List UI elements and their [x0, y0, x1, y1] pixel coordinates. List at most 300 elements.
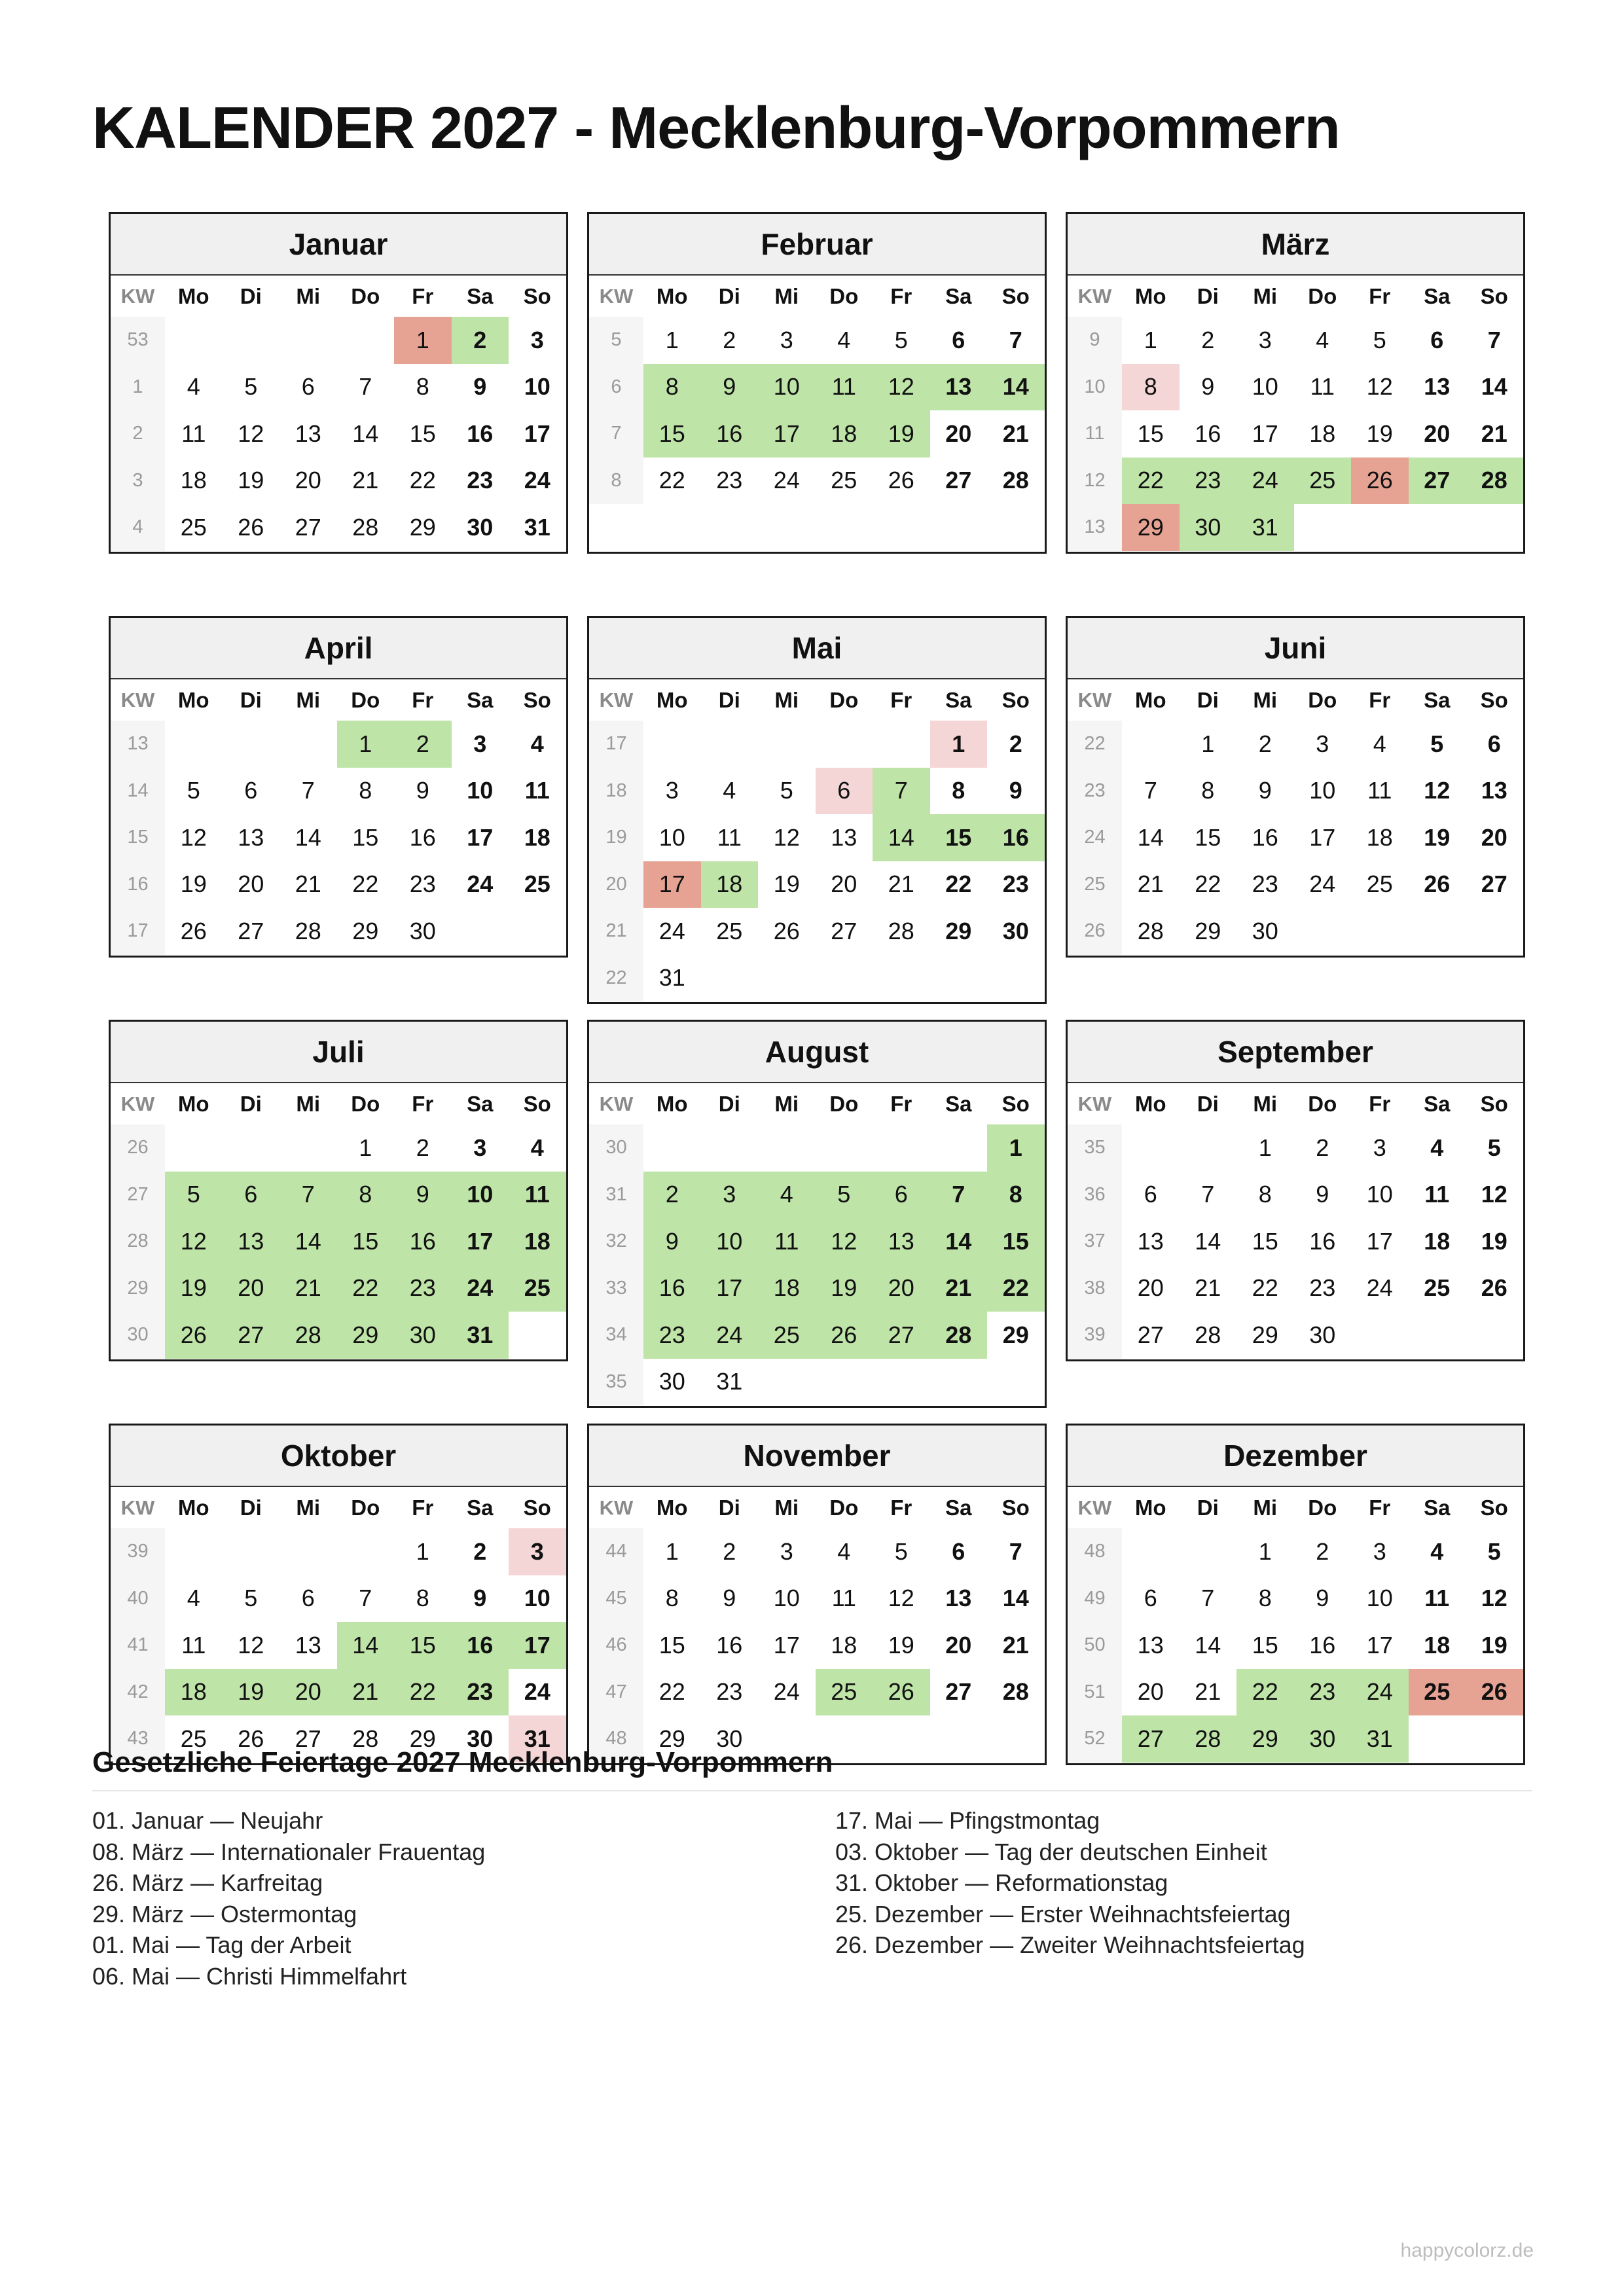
day-cell: 23	[409, 870, 436, 898]
day-cell: 14	[352, 420, 379, 447]
month-6	[109, 1020, 568, 1361]
holiday-item: 26. Dezember — Zweiter Weihnachtsfeiertag	[835, 1931, 1305, 1959]
day-cell: 17	[773, 1631, 800, 1659]
day-cell: 13	[930, 364, 988, 411]
day-cell: 4	[530, 730, 544, 757]
week-row	[1068, 1669, 1523, 1716]
empty-cell	[701, 955, 759, 1002]
month-title: November	[589, 1426, 1045, 1487]
weekday-header: Mo	[177, 283, 209, 308]
day-cell: 25	[524, 870, 550, 898]
week-row	[589, 1359, 1045, 1406]
day-cell: 5	[816, 1172, 873, 1219]
day-cell: 4	[1316, 326, 1329, 353]
weekday-header-row	[1068, 679, 1523, 721]
empty-cell	[930, 955, 988, 1002]
day-cell: 25	[180, 1725, 207, 1752]
empty-cell	[873, 1359, 930, 1406]
day-cell: 19	[888, 1631, 914, 1659]
week-number: 6	[589, 364, 643, 411]
day-cell: 15	[987, 1218, 1045, 1265]
day-cell: 10	[524, 1585, 550, 1612]
day-cell: 31	[452, 1312, 509, 1359]
day-cell: 27	[1481, 870, 1507, 898]
week-row	[1068, 814, 1523, 861]
day-cell: 30	[467, 513, 494, 541]
day-cell: 8	[1258, 1585, 1272, 1612]
day-cell: 12	[1424, 777, 1451, 804]
week-number: 29	[111, 1265, 165, 1312]
day-cell: 7	[280, 1172, 337, 1219]
day-cell: 30	[1180, 504, 1237, 551]
week-row	[111, 1312, 566, 1359]
week-row	[589, 861, 1045, 908]
week-row	[1068, 410, 1523, 457]
day-cell: 1	[1201, 730, 1215, 757]
day-cell: 9	[1201, 373, 1215, 401]
day-cell: 13	[295, 420, 321, 447]
day-cell: 16	[1252, 823, 1278, 851]
weekday-header: Mo	[1134, 283, 1166, 308]
week-row	[589, 457, 1045, 505]
day-cell: 10	[524, 373, 550, 401]
day-cell: 9	[643, 1218, 701, 1265]
day-cell: 18	[1424, 1631, 1451, 1659]
week-row	[111, 1124, 566, 1172]
day-cell: 12	[1481, 1585, 1507, 1612]
day-cell: 11	[816, 364, 873, 411]
day-cell: 15	[1137, 420, 1164, 447]
day-cell: 7	[359, 373, 372, 401]
weekday-header: Mi	[774, 1091, 799, 1116]
kw-header: KW	[1077, 1092, 1112, 1115]
day-cell: 5	[780, 777, 793, 804]
empty-cell	[1180, 1528, 1237, 1575]
day-cell: 22	[394, 1669, 452, 1716]
day-cell: 14	[1195, 1227, 1221, 1255]
day-cell: 13	[1481, 777, 1507, 804]
day-cell: 31	[659, 964, 685, 992]
weekday-header: Do	[351, 283, 380, 308]
day-cell: 22	[1236, 1669, 1294, 1716]
week-row	[1068, 768, 1523, 815]
day-cell: 15	[409, 420, 436, 447]
week-row	[111, 1622, 566, 1669]
day-cell: 25	[1409, 1669, 1466, 1716]
day-cell: 26	[238, 513, 264, 541]
day-cell: 21	[352, 467, 379, 494]
day-cell: 12	[238, 1631, 264, 1659]
week-number: 49	[1068, 1575, 1122, 1623]
day-cell: 7	[359, 1585, 372, 1612]
day-cell: 11	[831, 1585, 856, 1612]
day-cell: 3	[701, 1172, 759, 1219]
day-cell: 10	[1252, 373, 1278, 401]
day-cell: 3	[1373, 1537, 1386, 1565]
day-cell: 29	[409, 513, 436, 541]
day-cell: 4	[758, 1172, 816, 1219]
empty-cell	[1466, 908, 1523, 955]
week-number: 13	[1068, 504, 1122, 551]
day-cell: 1	[1258, 1537, 1272, 1565]
day-cell: 2	[394, 721, 452, 768]
day-cell: 29	[409, 1725, 436, 1752]
day-cell: 29	[945, 917, 972, 944]
day-cell: 1	[665, 1537, 679, 1565]
week-row	[589, 1312, 1045, 1359]
day-cell: 11	[1424, 1585, 1450, 1612]
day-cell: 16	[643, 1265, 701, 1312]
week-number: 31	[589, 1172, 643, 1219]
day-cell: 9	[394, 1172, 452, 1219]
week-row	[111, 1575, 566, 1623]
day-cell: 12	[165, 1218, 223, 1265]
day-cell: 27	[873, 1312, 930, 1359]
week-number: 32	[589, 1218, 643, 1265]
day-cell: 3	[530, 326, 544, 353]
day-cell: 13	[1424, 373, 1451, 401]
day-cell: 16	[701, 410, 759, 457]
day-cell: 3	[473, 1134, 487, 1161]
day-cell: 4	[1430, 1134, 1444, 1161]
kw-header: KW	[1077, 1496, 1112, 1519]
day-cell: 7	[301, 777, 315, 804]
weekday-header: Sa	[945, 283, 972, 308]
empty-cell	[1409, 908, 1466, 955]
week-number: 46	[589, 1622, 643, 1669]
day-cell: 27	[945, 1678, 972, 1706]
day-cell: 14	[295, 823, 321, 851]
month-0	[109, 212, 568, 554]
day-cell: 29	[1002, 1321, 1029, 1348]
day-cell: 27	[238, 917, 264, 944]
week-row	[589, 814, 1045, 861]
day-cell: 12	[180, 823, 207, 851]
weekday-header: Di	[240, 1091, 262, 1116]
day-cell: 4	[187, 373, 200, 401]
month-title: Oktober	[111, 1426, 566, 1487]
empty-cell	[701, 1124, 759, 1172]
weekday-header: Fr	[412, 1091, 434, 1116]
week-row	[1068, 1312, 1523, 1359]
weekday-header-row	[589, 679, 1045, 721]
day-cell: 30	[1002, 917, 1029, 944]
weekday-header: Sa	[467, 687, 494, 712]
week-number: 1	[111, 364, 165, 411]
weekday-header: Mo	[656, 283, 688, 308]
day-cell: 8	[337, 1172, 395, 1219]
day-cell: 18	[816, 410, 873, 457]
day-cell: 15	[643, 410, 701, 457]
day-cell: 28	[888, 917, 914, 944]
day-cell: 7	[1201, 1181, 1215, 1208]
day-cell: 24	[524, 1678, 550, 1706]
day-cell: 23	[467, 467, 494, 494]
day-cell: 5	[894, 1537, 908, 1565]
weekday-header: Mi	[296, 1091, 321, 1116]
day-cell: 8	[952, 777, 965, 804]
day-cell: 14	[1002, 1585, 1029, 1612]
day-cell: 8	[987, 1172, 1045, 1219]
day-cell: 19	[873, 410, 930, 457]
month-5	[1066, 616, 1525, 958]
month-title: Juni	[1068, 618, 1523, 679]
week-row	[589, 908, 1045, 955]
day-cell: 20	[873, 1265, 930, 1312]
day-cell: 15	[1252, 1227, 1278, 1255]
day-cell: 11	[181, 1631, 206, 1659]
day-cell: 21	[1481, 420, 1507, 447]
week-number: 10	[1068, 364, 1122, 411]
day-cell: 14	[1195, 1631, 1221, 1659]
day-cell: 13	[238, 823, 264, 851]
day-cell: 6	[873, 1172, 930, 1219]
day-cell: 20	[1424, 420, 1451, 447]
day-cell: 24	[452, 1265, 509, 1312]
empty-cell	[509, 1312, 566, 1359]
empty-cell	[873, 721, 930, 768]
kw-header: KW	[120, 1496, 155, 1519]
day-cell: 25	[816, 1669, 873, 1716]
weekday-header: Fr	[890, 1495, 912, 1520]
day-cell: 21	[1195, 1274, 1221, 1302]
week-number: 13	[111, 721, 165, 768]
month-title: Januar	[111, 214, 566, 276]
empty-cell	[165, 1528, 223, 1575]
weekday-header: Mo	[177, 1495, 209, 1520]
weekday-header: Do	[1308, 1091, 1337, 1116]
day-cell: 4	[723, 777, 736, 804]
weekday-header: So	[523, 687, 551, 712]
day-cell: 8	[1258, 1181, 1272, 1208]
day-cell: 20	[1137, 1274, 1164, 1302]
week-row	[1068, 861, 1523, 908]
day-cell: 30	[1309, 1321, 1336, 1348]
holiday-item: 31. Oktober — Reformationstag	[835, 1869, 1168, 1897]
day-cell: 3	[509, 1528, 566, 1575]
day-cell: 28	[1137, 917, 1164, 944]
day-cell: 18	[509, 1218, 566, 1265]
day-cell: 16	[1195, 420, 1221, 447]
kw-header: KW	[120, 688, 155, 711]
day-cell: 15	[930, 814, 988, 861]
empty-cell	[930, 1715, 988, 1763]
day-cell: 13	[873, 1218, 930, 1265]
weekday-header: Mo	[1134, 1091, 1166, 1116]
empty-cell	[758, 1359, 816, 1406]
week-row	[1068, 1622, 1523, 1669]
day-cell: 1	[930, 721, 988, 768]
weekday-header: Fr	[412, 687, 434, 712]
week-number: 3	[111, 457, 165, 505]
day-cell: 20	[280, 1669, 337, 1716]
day-cell: 28	[1002, 467, 1029, 494]
holiday-item: 17. Mai — Pfingstmontag	[835, 1807, 1100, 1834]
weekday-header: Mo	[656, 1091, 688, 1116]
weekday-header: Fr	[1369, 1495, 1391, 1520]
day-cell: 7	[1009, 1537, 1022, 1565]
empty-cell	[223, 1124, 280, 1172]
day-cell: 28	[280, 1312, 337, 1359]
weekday-header: Di	[1197, 687, 1219, 712]
week-row	[1068, 1715, 1523, 1763]
holiday-item: 29. März — Ostermontag	[92, 1900, 357, 1928]
weekday-header: So	[523, 1091, 551, 1116]
weekday-header: Mi	[774, 1495, 799, 1520]
day-cell: 23	[452, 1669, 509, 1716]
day-cell: 13	[831, 823, 857, 851]
week-row	[1068, 1124, 1523, 1172]
weekday-header: Sa	[1424, 687, 1451, 712]
empty-cell	[1180, 1124, 1237, 1172]
empty-cell	[280, 317, 337, 364]
holiday-item: 06. Mai — Christi Himmelfahrt	[92, 1962, 407, 1990]
day-cell: 17	[643, 861, 701, 908]
weekday-header-row	[1068, 1083, 1523, 1124]
day-cell: 26	[238, 1725, 264, 1752]
weekday-header: Do	[351, 687, 380, 712]
day-cell: 3	[1258, 326, 1272, 353]
day-cell: 4	[837, 326, 851, 353]
weekday-header: Fr	[412, 283, 434, 308]
day-cell: 25	[716, 917, 743, 944]
day-cell: 2	[643, 1172, 701, 1219]
day-cell: 27	[945, 467, 972, 494]
week-row	[111, 814, 566, 861]
day-cell: 10	[701, 1218, 759, 1265]
holiday-item: 01. Januar — Neujahr	[92, 1807, 323, 1834]
day-cell: 27	[1409, 457, 1466, 505]
week-number: 28	[111, 1218, 165, 1265]
weekday-header: Mo	[656, 687, 688, 712]
day-cell: 5	[1487, 1537, 1501, 1565]
day-cell: 17	[509, 1622, 566, 1669]
weekday-header: Fr	[412, 1495, 434, 1520]
day-cell: 19	[180, 870, 207, 898]
week-row	[589, 1575, 1045, 1623]
month-title: August	[589, 1022, 1045, 1083]
month-9	[109, 1424, 568, 1765]
day-cell: 18	[524, 823, 550, 851]
week-number: 7	[589, 410, 643, 457]
day-cell: 31	[524, 513, 550, 541]
day-cell: 17	[452, 1218, 509, 1265]
day-cell: 23	[716, 1678, 743, 1706]
kw-header: KW	[120, 284, 155, 308]
weekday-header: Sa	[467, 1495, 494, 1520]
day-cell: 25	[509, 1265, 566, 1312]
day-cell: 10	[467, 777, 494, 804]
day-cell: 14	[930, 1218, 988, 1265]
weekday-header: Mi	[296, 283, 321, 308]
week-number: 20	[589, 861, 643, 908]
day-cell: 5	[244, 1585, 258, 1612]
day-cell: 16	[409, 823, 436, 851]
weekday-header: Di	[718, 1495, 740, 1520]
day-cell: 26	[180, 917, 207, 944]
weekday-header: Fr	[890, 687, 912, 712]
weekday-header: Fr	[890, 283, 912, 308]
day-cell: 21	[1002, 420, 1029, 447]
day-cell: 7	[1009, 326, 1022, 353]
empty-cell	[280, 1124, 337, 1172]
week-row	[589, 317, 1045, 364]
day-cell: 10	[1366, 1181, 1393, 1208]
week-number: 2	[111, 410, 165, 457]
weekday-header-row	[589, 1487, 1045, 1528]
empty-cell	[223, 317, 280, 364]
week-number: 34	[589, 1312, 643, 1359]
day-cell: 29	[352, 917, 379, 944]
week-number: 35	[1068, 1124, 1122, 1172]
day-cell: 14	[873, 814, 930, 861]
day-cell: 15	[394, 1622, 452, 1669]
weekday-header: Mo	[1134, 687, 1166, 712]
day-cell: 31	[1351, 1715, 1409, 1763]
empty-cell	[873, 1715, 930, 1763]
day-cell: 16	[1309, 1631, 1336, 1659]
day-cell: 28	[930, 1312, 988, 1359]
empty-cell	[1466, 504, 1523, 551]
empty-cell	[643, 721, 701, 768]
day-cell: 10	[773, 1585, 800, 1612]
day-cell: 26	[816, 1312, 873, 1359]
weekday-header-row	[1068, 276, 1523, 317]
weekday-header: Do	[829, 1495, 859, 1520]
week-number: 19	[589, 814, 643, 861]
week-number: 8	[589, 457, 643, 505]
weekday-header: Mi	[1253, 1495, 1278, 1520]
weekday-header: So	[1001, 687, 1030, 712]
day-cell: 9	[473, 1585, 487, 1612]
day-cell: 2	[1201, 326, 1215, 353]
day-cell: 3	[1316, 730, 1329, 757]
day-cell: 30	[467, 1725, 494, 1752]
weekday-header: Di	[1197, 283, 1219, 308]
day-cell: 7	[1144, 777, 1157, 804]
day-cell: 22	[659, 1678, 685, 1706]
day-cell: 2	[723, 1537, 736, 1565]
weekday-header-row	[111, 679, 566, 721]
weekday-header: Mi	[1253, 687, 1278, 712]
page-title: KALENDER 2027 - Mecklenburg-Vorpommern	[92, 96, 1340, 161]
weekday-header: Di	[1197, 1495, 1219, 1520]
day-cell: 14	[1137, 823, 1164, 851]
day-cell: 10	[1366, 1585, 1393, 1612]
weekday-header: Mi	[774, 687, 799, 712]
week-row	[1068, 908, 1523, 955]
day-cell: 28	[1466, 457, 1523, 505]
weekday-header-row	[589, 1083, 1045, 1124]
week-number: 22	[1068, 721, 1122, 768]
day-cell: 22	[1195, 870, 1221, 898]
week-number: 17	[589, 721, 643, 768]
week-row	[589, 1124, 1045, 1172]
day-cell: 28	[1180, 1715, 1237, 1763]
week-row	[1068, 1265, 1523, 1312]
week-row	[1068, 1172, 1523, 1219]
month-3	[109, 616, 568, 958]
day-cell: 19	[1481, 1227, 1507, 1255]
day-cell: 13	[1137, 1227, 1164, 1255]
empty-cell	[280, 721, 337, 768]
day-cell: 2	[416, 1134, 429, 1161]
empty-cell	[758, 1124, 816, 1172]
holidays-column-2	[835, 1805, 1305, 1961]
week-number: 27	[111, 1172, 165, 1219]
day-cell: 1	[1258, 1134, 1272, 1161]
week-row	[589, 721, 1045, 768]
